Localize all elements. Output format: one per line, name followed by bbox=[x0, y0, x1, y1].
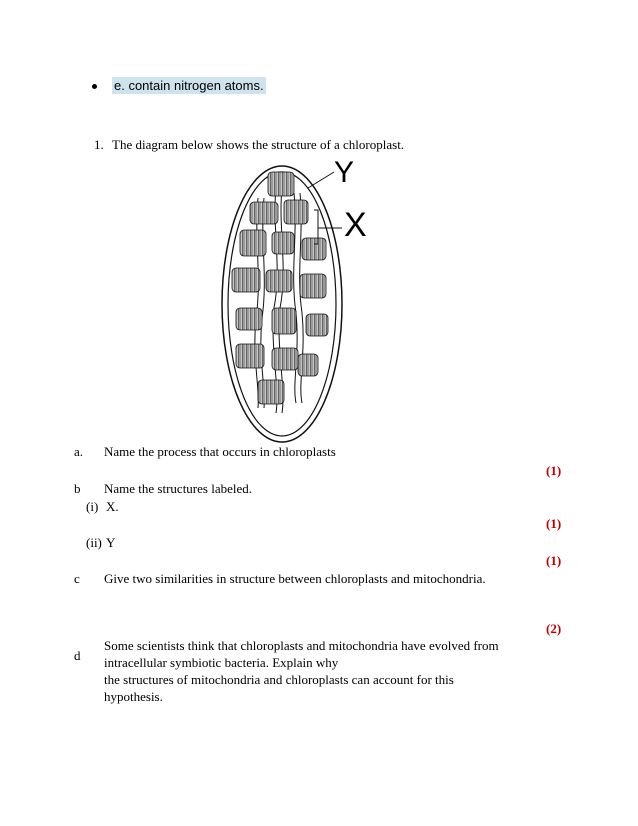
part-c-letter: c bbox=[74, 571, 80, 586]
part-d-line3: the structures of mitochondria and chloroplasts can account for this bbox=[104, 672, 454, 687]
part-c-text: Give two similarities in structure between chloroplasts and mitochondria. bbox=[104, 571, 486, 586]
diagram-label-x: X bbox=[344, 206, 367, 244]
part-b-ii-mark: (1) bbox=[546, 553, 562, 568]
diagram-label-y: Y bbox=[334, 156, 355, 189]
part-b-ii-text: Y bbox=[106, 535, 116, 550]
part-b-text: Name the structures labeled. bbox=[104, 481, 252, 496]
bullet-point bbox=[92, 84, 97, 89]
part-d-letter: d bbox=[74, 648, 81, 663]
label-y-pointer bbox=[308, 172, 334, 188]
part-d-line1: Some scientists think that chloroplasts and mitochondria have evolved from bbox=[104, 638, 499, 653]
part-c-mark: (2) bbox=[546, 621, 562, 636]
part-b-i-mark: (1) bbox=[546, 516, 562, 531]
part-a-text: Name the process that occurs in chloroplasts bbox=[104, 444, 336, 459]
part-d-line4: hypothesis. bbox=[104, 689, 163, 704]
chloroplast-diagram bbox=[210, 158, 370, 448]
question-number: 1. bbox=[94, 137, 104, 152]
part-d-line2: intracellular symbiotic bacteria. Explain why bbox=[104, 655, 339, 670]
part-b-ii-num: (ii) bbox=[86, 535, 102, 550]
grana bbox=[232, 172, 328, 404]
part-b-letter: b bbox=[74, 481, 81, 496]
part-b-i-text: X. bbox=[106, 499, 119, 514]
part-b-i-num: (i) bbox=[86, 499, 99, 514]
highlighted-answer: e. contain nitrogen atoms. bbox=[114, 78, 264, 93]
bullet-item-text bbox=[112, 78, 266, 93]
part-a-letter: a. bbox=[74, 444, 84, 459]
part-a-mark: (1) bbox=[546, 463, 562, 478]
question-intro: The diagram below shows the structure of a chloroplast. bbox=[112, 137, 405, 152]
